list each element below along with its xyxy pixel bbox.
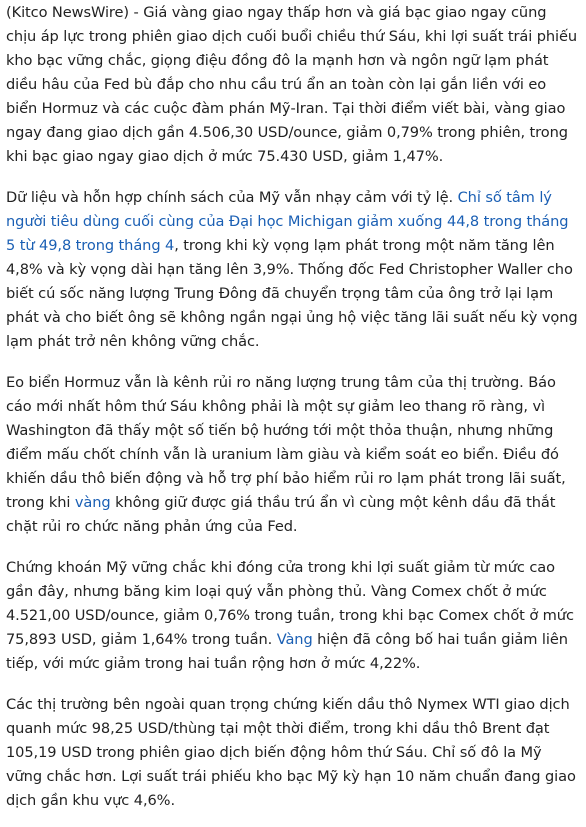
paragraph-us-data	[6, 186, 580, 354]
paragraph-external-markets	[6, 693, 580, 813]
paragraph-intro	[6, 1, 580, 169]
paragraph-equities-text-before: Chứng khoán Mỹ vững chắc khi đóng cửa trong khi lợi suất giảm từ mức cao gần đây, nhưng băng kim loại quý vẫn phòng thủ. Vàng Comex chốt ở mức 4.521,00 USD/ounce, giảm 0,76% trong tuần, trong khi bạc Comex chốt ở mức 75,893 USD, giảm 1,64% trong tuần.	[6, 559, 574, 648]
paragraph-equities	[6, 556, 580, 676]
gold-link[interactable]: vàng	[74, 494, 111, 511]
article-body	[0, 1, 586, 813]
paragraph-us-data-text-after: , trong khi kỳ vọng lạm phát trong một năm tăng lên 4,8% và kỳ vọng dài hạn tăng lên 3,9%. Thống đốc Fed Christopher Waller cho biết cú sốc năng lượng Trung Đông đã chuyển trọng tâm của ông trở lại lạm phát và cho biết ông sẽ không ngần ngại ủng hộ việc tăng lãi suất nếu kỳ vọng lạm phát trở nên không vững chắc.	[6, 237, 578, 350]
michigan-sentiment-link[interactable]: Chỉ số tâm lý người tiêu dùng cuối cùng của Đại học Michigan giảm xuống 44,8 trong tháng 5 từ 49,8 trong tháng 4	[6, 189, 569, 254]
paragraph-us-data-text-before: Dữ liệu và hỗn hợp chính sách của Mỹ vẫn nhạy cảm với tỷ lệ.	[6, 189, 458, 206]
paragraph-equities-text-after: hiện đã công bố hai tuần giảm liên tiếp, với mức giảm trong hai tuần rộng hơn ở mức 4,22%.	[6, 631, 568, 672]
paragraph-hormuz	[6, 371, 580, 539]
gold-weekly-link[interactable]: Vàng	[276, 631, 313, 648]
paragraph-intro-text: (Kitco NewsWire) - Giá vàng giao ngay thấp hơn và giá bạc giao ngay cũng chịu áp lực trong phiên giao dịch cuối buổi chiều thứ Sáu, khi lợi suất trái phiếu kho bạc vững chắc, giọng điệu đồng đô la mạnh hơn và ngôn ngữ lạm phát diều hâu của Fed bù đắp cho nhu cầu trú ẩn an toàn còn lại gắn liền với eo biển Hormuz và các cuộc đàm phán Mỹ-Iran. Tại thời điểm viết bài, vàng giao ngay đang giao dịch gần 4.506,30 USD/ounce, giảm 0,79% trong phiên, trong khi bạc giao ngay giao dịch ở mức 75.430 USD, giảm 1,47%.	[6, 4, 578, 165]
paragraph-hormuz-text-before: Eo biển Hormuz vẫn là kênh rủi ro năng lượng trung tâm của thị trường. Báo cáo mới nhất hôm thứ Sáu không phải là một sự giảm leo thang rõ ràng, vì Washington đã thấy một số tiến bộ hướng tới một thỏa thuận, nhưng những điểm mấu chốt chính vẫn là uranium làm giàu và kiểm soát eo biển. Điều đó khiến dầu thô biến động và hỗ trợ phí bảo hiểm rủi ro lạm phát trong lãi suất, trong khi	[6, 374, 566, 511]
paragraph-external-markets-text: Các thị trường bên ngoài quan trọng chứng kiến dầu thô Nymex WTI giao dịch quanh mức 98,25 USD/thùng tại một thời điểm, trong khi dầu thô Brent đạt 105,19 USD trong phiên giao dịch biến động hôm thứ Sáu. Chỉ số đô la Mỹ vững chắc hơn. Lợi suất trái phiếu kho bạc Mỹ kỳ hạn 10 năm chuẩn đang giao dịch gần khu vực 4,6%.	[6, 696, 576, 809]
paragraph-hormuz-text-after: không giữ được giá thầu trú ẩn vì cùng một kênh dầu đã thắt chặt rủi ro chức năng phản ứng của Fed.	[6, 494, 556, 535]
